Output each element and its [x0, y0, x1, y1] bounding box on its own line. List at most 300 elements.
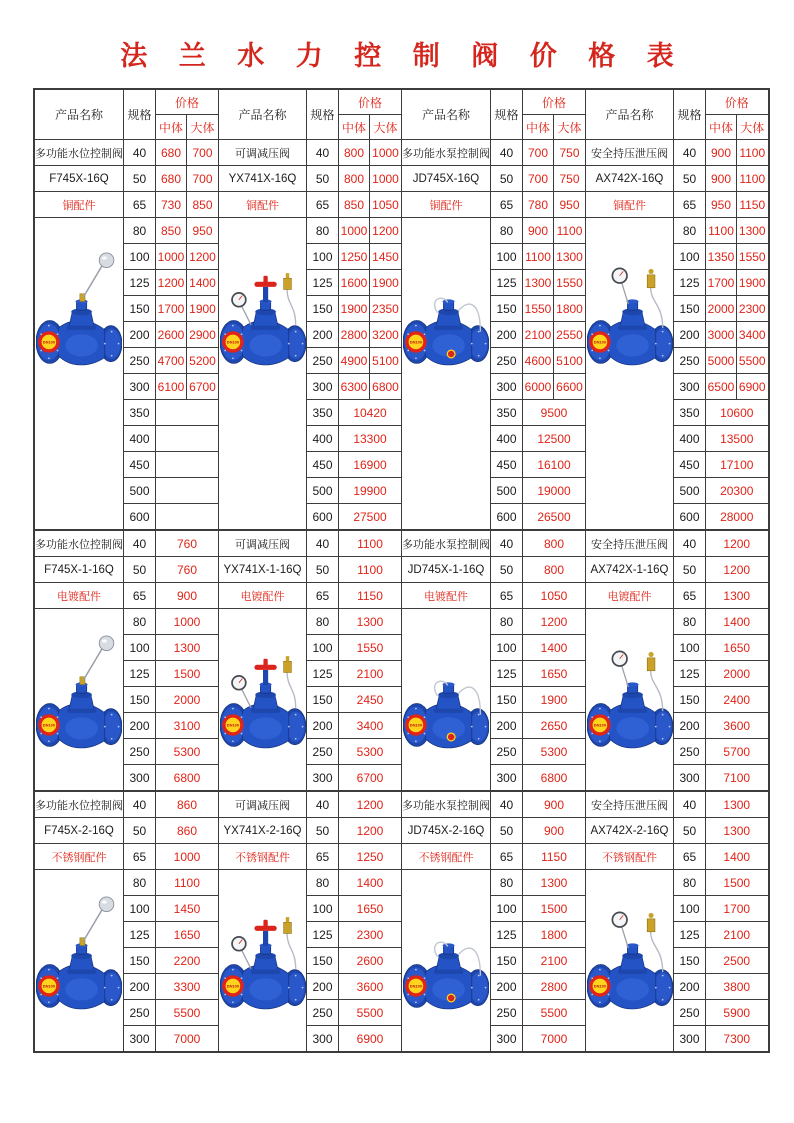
valve-photo-pump	[403, 895, 489, 1027]
price-merged: 2100	[339, 661, 402, 687]
header-product: 产品名称	[219, 89, 307, 140]
price-merged: 2650	[523, 713, 586, 739]
spec-value: 40	[674, 791, 706, 818]
header-price-mid: 中体	[523, 115, 554, 140]
header-price-large: 大体	[187, 115, 219, 140]
spec-value: 40	[124, 530, 156, 557]
price-merged: 1400	[523, 635, 586, 661]
spec-value: 125	[674, 661, 706, 687]
spec-value: 40	[124, 140, 156, 166]
price-merged: 1200	[523, 609, 586, 635]
spec-value: 80	[491, 218, 523, 244]
spec-value: 125	[674, 922, 706, 948]
price-mid: 1700	[706, 270, 737, 296]
price-merged: 1550	[339, 635, 402, 661]
price-large: 6700	[187, 374, 219, 400]
price-merged: 3400	[339, 713, 402, 739]
price-merged: 1300	[339, 609, 402, 635]
product-model: F745X-16Q	[34, 166, 124, 192]
spec-value: 125	[124, 922, 156, 948]
svg-text:DN100: DN100	[42, 339, 56, 345]
valve-photo-reducer	[220, 634, 306, 766]
price-mid: 2000	[706, 296, 737, 322]
header-product: 产品名称	[402, 89, 491, 140]
spec-value: 80	[674, 870, 706, 896]
price-large: 1900	[737, 270, 769, 296]
price-merged: 2000	[706, 661, 769, 687]
spec-value: 100	[674, 244, 706, 270]
header-spec: 规格	[491, 89, 523, 140]
price-merged: 2450	[339, 687, 402, 713]
fitting-type: 不锈钢配件	[402, 844, 491, 870]
spec-value: 350	[674, 400, 706, 426]
svg-text:DN100: DN100	[42, 722, 56, 728]
spec-value: 125	[674, 270, 706, 296]
price-large: 1100	[737, 166, 769, 192]
price-large: 950	[187, 218, 219, 244]
valve-photo-relief	[587, 248, 673, 386]
price-merged: 1100	[156, 870, 219, 896]
price-large: 2900	[187, 322, 219, 348]
price-mid: 800	[339, 140, 370, 166]
price-merged: 10600	[706, 400, 769, 426]
spec-value: 250	[124, 348, 156, 374]
valve-image-cell	[34, 870, 124, 1053]
spec-value: 125	[124, 270, 156, 296]
spec-value: 300	[491, 1026, 523, 1053]
price-mid: 680	[156, 140, 187, 166]
valve-photo-reducer	[220, 248, 306, 386]
spec-value: 400	[674, 426, 706, 452]
price-merged: 16900	[339, 452, 402, 478]
price-merged: 28000	[706, 504, 769, 531]
price-merged: 1200	[706, 557, 769, 583]
price-mid: 1000	[339, 218, 370, 244]
spec-value: 500	[124, 478, 156, 504]
product-model: F745X-1-16Q	[34, 557, 124, 583]
price-merged: 6700	[339, 765, 402, 792]
header-price: 价格	[339, 89, 402, 115]
spec-value: 250	[674, 739, 706, 765]
price-merged: 1000	[156, 844, 219, 870]
price-merged	[156, 426, 219, 452]
valve-photo-relief	[587, 634, 673, 766]
price-merged: 3300	[156, 974, 219, 1000]
spec-value: 200	[307, 322, 339, 348]
product-model: JD745X-2-16Q	[402, 818, 491, 844]
fitting-type: 铜配件	[219, 192, 307, 218]
spec-value: 450	[491, 452, 523, 478]
spec-value: 80	[491, 870, 523, 896]
price-merged: 2800	[523, 974, 586, 1000]
price-mid: 730	[156, 192, 187, 218]
price-merged: 5300	[156, 739, 219, 765]
spec-value: 450	[307, 452, 339, 478]
valve-photo-float	[36, 248, 122, 386]
valve-image-cell	[402, 870, 491, 1053]
header-spec: 规格	[124, 89, 156, 140]
product-model: YX741X-2-16Q	[219, 818, 307, 844]
price-mid: 4900	[339, 348, 370, 374]
price-merged: 1150	[339, 583, 402, 609]
price-merged: 20300	[706, 478, 769, 504]
valve-photo-pump	[403, 634, 489, 766]
price-merged: 1300	[706, 791, 769, 818]
price-mid: 1200	[156, 270, 187, 296]
product-name: 多功能水位控制阀	[34, 530, 124, 557]
product-model: JD745X-1-16Q	[402, 557, 491, 583]
price-merged: 6800	[156, 765, 219, 792]
price-mid: 950	[706, 192, 737, 218]
spec-value: 100	[307, 635, 339, 661]
header-price-large: 大体	[737, 115, 769, 140]
svg-text:DN100: DN100	[409, 339, 423, 345]
price-mid: 6100	[156, 374, 187, 400]
spec-value: 300	[491, 374, 523, 400]
spec-value: 300	[674, 374, 706, 400]
spec-value: 50	[674, 166, 706, 192]
valve-photo-float	[36, 895, 122, 1027]
price-large: 1200	[187, 244, 219, 270]
spec-value: 50	[491, 557, 523, 583]
price-large: 1200	[370, 218, 402, 244]
price-merged	[156, 504, 219, 531]
header-spec: 规格	[307, 89, 339, 140]
spec-value: 600	[491, 504, 523, 531]
price-merged: 2500	[706, 948, 769, 974]
spec-value: 150	[674, 948, 706, 974]
price-large: 1100	[554, 218, 586, 244]
price-merged: 16100	[523, 452, 586, 478]
product-name: 可调减压阀	[219, 530, 307, 557]
spec-value: 200	[674, 322, 706, 348]
price-mid: 1300	[523, 270, 554, 296]
spec-value: 350	[491, 400, 523, 426]
spec-value: 100	[674, 635, 706, 661]
spec-value: 150	[491, 687, 523, 713]
spec-value: 200	[307, 974, 339, 1000]
price-merged: 5500	[339, 1000, 402, 1026]
price-merged: 1150	[523, 844, 586, 870]
spec-value: 350	[124, 400, 156, 426]
spec-value: 65	[124, 844, 156, 870]
price-large: 1550	[554, 270, 586, 296]
price-merged: 12500	[523, 426, 586, 452]
price-merged: 19000	[523, 478, 586, 504]
price-merged: 2200	[156, 948, 219, 974]
spec-value: 250	[307, 348, 339, 374]
price-mid: 1350	[706, 244, 737, 270]
spec-value: 600	[674, 504, 706, 531]
price-mid: 800	[339, 166, 370, 192]
price-merged: 1300	[706, 583, 769, 609]
product-name: 多功能水位控制阀	[34, 140, 124, 166]
price-merged: 5500	[523, 1000, 586, 1026]
price-merged: 26500	[523, 504, 586, 531]
price-mid: 1100	[706, 218, 737, 244]
svg-text:DN100: DN100	[593, 339, 606, 345]
svg-text:DN100: DN100	[593, 983, 606, 989]
spec-value: 100	[491, 635, 523, 661]
spec-value: 40	[307, 791, 339, 818]
table-header	[34, 89, 769, 140]
price-large: 2350	[370, 296, 402, 322]
price-large: 3200	[370, 322, 402, 348]
spec-value: 125	[307, 922, 339, 948]
price-merged: 900	[523, 791, 586, 818]
valve-image-cell	[219, 609, 307, 792]
spec-value: 600	[307, 504, 339, 531]
valve-image-cell	[586, 870, 674, 1053]
spec-value: 400	[124, 426, 156, 452]
spec-value: 80	[124, 218, 156, 244]
price-large: 6800	[370, 374, 402, 400]
price-large: 5200	[187, 348, 219, 374]
spec-value: 50	[307, 818, 339, 844]
spec-value: 125	[491, 661, 523, 687]
price-large: 2300	[737, 296, 769, 322]
header-price-large: 大体	[554, 115, 586, 140]
spec-value: 350	[307, 400, 339, 426]
price-large: 1000	[370, 140, 402, 166]
product-name: 多功能水泵控制阀	[402, 530, 491, 557]
spec-value: 65	[307, 844, 339, 870]
spec-value: 125	[124, 661, 156, 687]
price-mid: 1600	[339, 270, 370, 296]
price-mid: 1700	[156, 296, 187, 322]
spec-value: 150	[307, 296, 339, 322]
spec-value: 250	[307, 739, 339, 765]
price-large: 3400	[737, 322, 769, 348]
price-merged: 1250	[339, 844, 402, 870]
valve-photo-reducer	[220, 895, 306, 1027]
price-large: 1550	[737, 244, 769, 270]
price-merged: 6900	[339, 1026, 402, 1053]
spec-value: 400	[307, 426, 339, 452]
spec-value: 200	[674, 974, 706, 1000]
price-merged: 2300	[339, 922, 402, 948]
price-merged: 1400	[706, 609, 769, 635]
price-large: 700	[187, 166, 219, 192]
price-mid: 900	[706, 140, 737, 166]
price-merged: 800	[523, 557, 586, 583]
spec-value: 50	[491, 166, 523, 192]
spec-value: 200	[491, 974, 523, 1000]
spec-value: 40	[491, 530, 523, 557]
spec-value: 150	[307, 687, 339, 713]
price-large: 5100	[554, 348, 586, 374]
price-merged: 1650	[156, 922, 219, 948]
spec-value: 40	[491, 791, 523, 818]
price-mid: 5000	[706, 348, 737, 374]
valve-photo-pump	[403, 248, 489, 386]
header-price-large: 大体	[370, 115, 402, 140]
product-name: 安全持压泄压阀	[586, 140, 674, 166]
header-price: 价格	[523, 89, 586, 115]
price-large: 1800	[554, 296, 586, 322]
spec-value: 300	[307, 765, 339, 792]
spec-value: 600	[124, 504, 156, 531]
price-large: 6600	[554, 374, 586, 400]
price-merged: 7000	[156, 1026, 219, 1053]
spec-value: 100	[491, 896, 523, 922]
spec-value: 200	[307, 713, 339, 739]
spec-value: 50	[491, 818, 523, 844]
price-mid: 3000	[706, 322, 737, 348]
price-merged: 760	[156, 530, 219, 557]
spec-value: 80	[124, 609, 156, 635]
spec-value: 100	[491, 244, 523, 270]
valve-image-cell	[219, 218, 307, 531]
header-spec: 规格	[674, 89, 706, 140]
spec-value: 200	[491, 713, 523, 739]
price-mid: 6300	[339, 374, 370, 400]
valve-photo-relief	[587, 895, 673, 1027]
spec-value: 125	[307, 661, 339, 687]
price-merged: 17100	[706, 452, 769, 478]
spec-value: 65	[307, 192, 339, 218]
spec-value: 200	[124, 322, 156, 348]
price-merged: 760	[156, 557, 219, 583]
spec-value: 500	[307, 478, 339, 504]
price-table	[33, 88, 770, 1053]
price-mid: 780	[523, 192, 554, 218]
header-price: 价格	[156, 89, 219, 115]
price-merged: 2100	[706, 922, 769, 948]
spec-value: 200	[491, 322, 523, 348]
price-merged: 3600	[706, 713, 769, 739]
price-large: 1150	[737, 192, 769, 218]
svg-text:DN100: DN100	[226, 339, 239, 345]
spec-value: 150	[124, 296, 156, 322]
svg-text:DN100: DN100	[226, 983, 239, 989]
spec-value: 65	[307, 583, 339, 609]
price-merged: 5500	[156, 1000, 219, 1026]
price-merged: 860	[156, 818, 219, 844]
product-name: 可调减压阀	[219, 140, 307, 166]
price-mid: 6500	[706, 374, 737, 400]
spec-value: 40	[491, 140, 523, 166]
price-mid: 2800	[339, 322, 370, 348]
valve-image-cell	[402, 609, 491, 792]
product-model: YX741X-16Q	[219, 166, 307, 192]
price-merged: 1650	[339, 896, 402, 922]
price-large: 1300	[737, 218, 769, 244]
price-large: 750	[554, 140, 586, 166]
price-merged: 1400	[706, 844, 769, 870]
price-merged: 7300	[706, 1026, 769, 1053]
price-mid: 1250	[339, 244, 370, 270]
price-merged: 1650	[706, 635, 769, 661]
spec-value: 65	[491, 583, 523, 609]
price-merged: 2100	[523, 948, 586, 974]
valve-image-cell	[34, 218, 124, 531]
product-model: YX741X-1-16Q	[219, 557, 307, 583]
spec-value: 300	[674, 765, 706, 792]
price-merged: 5700	[706, 739, 769, 765]
header-price-mid: 中体	[339, 115, 370, 140]
fitting-type: 铜配件	[586, 192, 674, 218]
price-merged: 2000	[156, 687, 219, 713]
price-large: 850	[187, 192, 219, 218]
spec-value: 150	[674, 296, 706, 322]
spec-value: 125	[491, 270, 523, 296]
price-merged: 5300	[523, 739, 586, 765]
spec-value: 250	[491, 348, 523, 374]
product-model: AX742X-16Q	[586, 166, 674, 192]
price-merged: 900	[523, 818, 586, 844]
spec-value: 150	[491, 948, 523, 974]
header-product: 产品名称	[586, 89, 674, 140]
svg-text:DN100: DN100	[593, 722, 606, 728]
price-large: 1450	[370, 244, 402, 270]
spec-value: 50	[307, 166, 339, 192]
price-mid: 6000	[523, 374, 554, 400]
price-merged: 13500	[706, 426, 769, 452]
product-name: 多功能水泵控制阀	[402, 791, 491, 818]
spec-value: 80	[124, 870, 156, 896]
spec-value: 400	[491, 426, 523, 452]
spec-value: 80	[307, 218, 339, 244]
spec-value: 250	[491, 739, 523, 765]
product-model: AX742X-2-16Q	[586, 818, 674, 844]
header-product: 产品名称	[34, 89, 124, 140]
price-merged: 6800	[523, 765, 586, 792]
spec-value: 40	[307, 530, 339, 557]
spec-value: 300	[124, 374, 156, 400]
product-name: 安全持压泄压阀	[586, 791, 674, 818]
spec-value: 80	[491, 609, 523, 635]
price-mid: 900	[523, 218, 554, 244]
spec-value: 40	[307, 140, 339, 166]
price-merged: 1300	[706, 818, 769, 844]
fitting-type: 电镀配件	[402, 583, 491, 609]
spec-value: 100	[307, 896, 339, 922]
svg-text:DN100: DN100	[409, 983, 423, 989]
table-body	[34, 140, 769, 1053]
price-mid: 680	[156, 166, 187, 192]
spec-value: 300	[124, 765, 156, 792]
price-merged: 1400	[339, 870, 402, 896]
price-merged: 10420	[339, 400, 402, 426]
price-mid: 900	[706, 166, 737, 192]
price-merged	[156, 478, 219, 504]
spec-value: 100	[674, 896, 706, 922]
spec-value: 200	[124, 974, 156, 1000]
price-merged: 1500	[706, 870, 769, 896]
price-merged: 1050	[523, 583, 586, 609]
valve-image-cell	[34, 609, 124, 792]
price-merged: 1200	[339, 791, 402, 818]
price-merged: 900	[156, 583, 219, 609]
price-large: 6900	[737, 374, 769, 400]
spec-value: 50	[674, 818, 706, 844]
spec-value: 50	[124, 818, 156, 844]
fitting-type: 电镀配件	[586, 583, 674, 609]
product-model: JD745X-16Q	[402, 166, 491, 192]
spec-value: 65	[491, 844, 523, 870]
spec-value: 65	[674, 583, 706, 609]
price-large: 1900	[187, 296, 219, 322]
price-merged: 1300	[523, 870, 586, 896]
price-large: 750	[554, 166, 586, 192]
spec-value: 450	[674, 452, 706, 478]
spec-value: 50	[124, 166, 156, 192]
price-merged: 7100	[706, 765, 769, 792]
price-merged: 1900	[523, 687, 586, 713]
product-name: 多功能水泵控制阀	[402, 140, 491, 166]
fitting-type: 铜配件	[402, 192, 491, 218]
